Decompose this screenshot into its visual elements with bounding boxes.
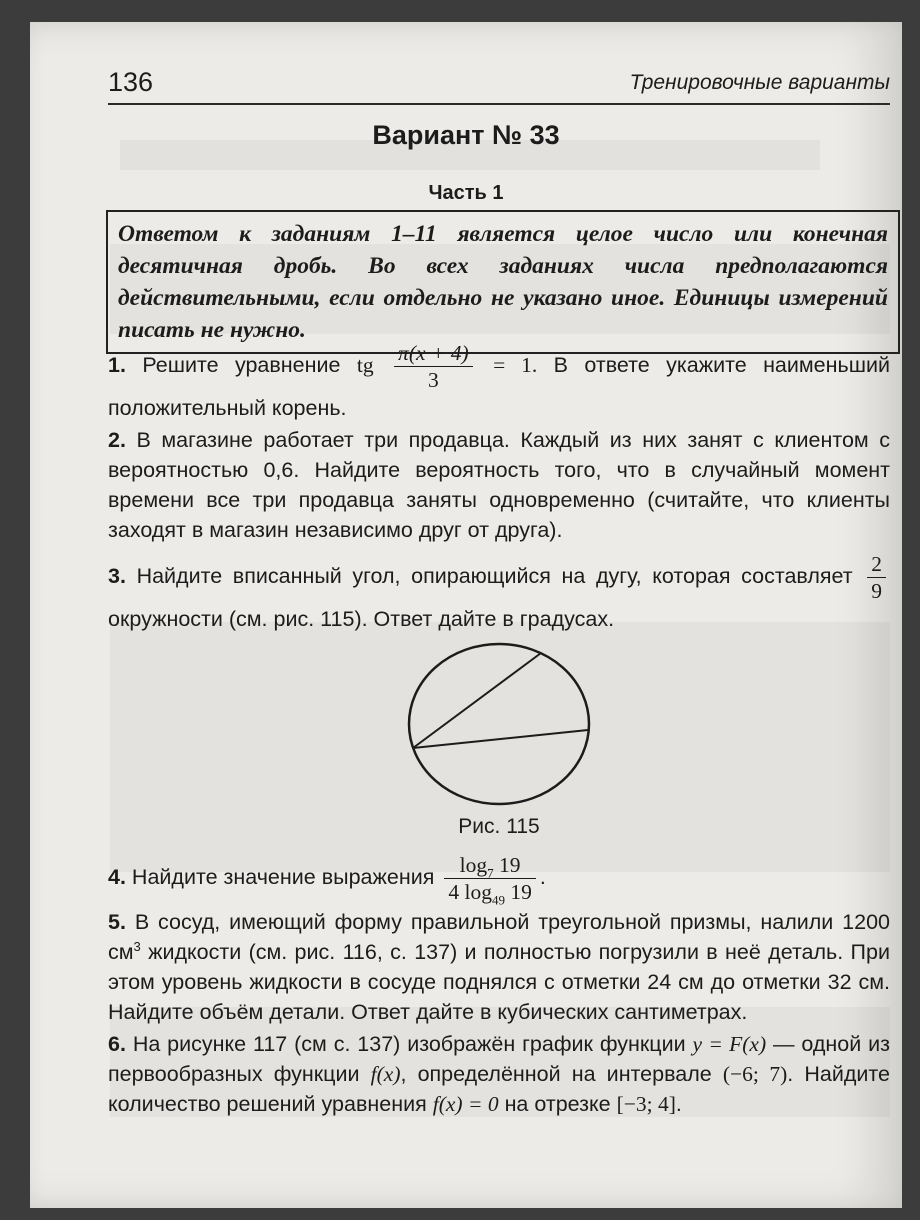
problem-text: окружности (см. рис. 115). Ответ дайте в градусах. (108, 607, 615, 631)
problem-text: на отрезке (504, 1092, 611, 1116)
log-fraction (444, 852, 535, 908)
part-title: Часть 1 (428, 182, 504, 204)
problem-6 (108, 1029, 890, 1119)
log-argument: 19 (510, 880, 532, 904)
problem-text: — одной из первообразных функции (108, 1032, 890, 1086)
problem-number: 1. (108, 353, 126, 378)
figure-caption: Рис. 115 (458, 815, 540, 838)
period: . (675, 1092, 682, 1116)
log-base: 7 (487, 865, 494, 881)
chord-2 (413, 730, 588, 748)
math-expression: [−3; 4] (616, 1092, 676, 1116)
problem-list (108, 340, 890, 1121)
header-rule (108, 103, 890, 105)
instructions-box: Ответом к заданиям 1–11 является целое число или конечная десятичная дробь. Во всех заданиях числа предполагаются действительными, если отдельно не указано иное. Единицы измерений писать не нужно. (106, 210, 900, 354)
book-page (30, 22, 902, 1208)
log-base: 49 (491, 892, 505, 908)
math-expression: f(x) (370, 1062, 401, 1086)
problem-text: На рисунке 117 (см с. 137) изображён график функции (132, 1032, 686, 1056)
problem-4 (108, 852, 890, 908)
problem-text: В ответе укажите наименьший положительный корень. (108, 353, 890, 420)
math-expression: f(x) = 0 (432, 1092, 499, 1116)
variant-title: Вариант № 33 (372, 120, 560, 150)
problem-text: В сосуд, имеющий форму правильной треугольной призмы, налили 1200 см (108, 910, 890, 964)
problem-1 (108, 340, 890, 423)
log-symbol: log (464, 880, 492, 904)
problem-text: жидкости (см. рис. 116, с. 137) и полностью погрузили в неё деталь. При этом уровень жидкости в сосуде поднялся с отметки 24 см до отметки 32 см. Найдите объём детали. Ответ дайте в кубических сантиметрах. (108, 940, 890, 1024)
page-header (108, 67, 890, 107)
problem-number: 2. (108, 428, 126, 452)
fraction-numerator (444, 852, 535, 879)
equals-one: = 1. (493, 353, 538, 378)
superscript: 3 (133, 938, 141, 954)
fraction-denominator: 9 (871, 579, 882, 603)
fraction-numerator: π(x + 4) (394, 340, 473, 367)
circle-figure (399, 638, 599, 808)
problem-number: 5. (108, 910, 126, 934)
problem-number: 4. (108, 865, 126, 890)
problem-text: В магазине работает три продавца. Каждый из них занят с клиентом с вероятностью 0,6. Найдите вероятность того, что в случайный момент времени все три продавца заняты одновременно (считайте, что клиенты заходят в магазин независимо друг от друга). (108, 428, 890, 542)
math-expression: y = F(x) (692, 1032, 767, 1056)
fraction-denominator: 3 (428, 368, 439, 392)
tangent-function: tg (356, 353, 374, 378)
circle-outline (409, 644, 589, 804)
page-number: 136 (108, 67, 154, 97)
problem-2 (108, 425, 890, 545)
problem-text: . Найдите количество решений уравнения (108, 1062, 890, 1116)
problem-5 (108, 907, 890, 1027)
coefficient: 4 (448, 880, 460, 904)
fraction (867, 551, 886, 604)
running-head: Тренировочные варианты (629, 71, 890, 94)
fraction (394, 340, 473, 393)
problem-number: 3. (108, 564, 126, 589)
problem-text: Найдите вписанный угол, опирающийся на дугу, которая составляет (136, 564, 853, 589)
chord-1 (413, 653, 541, 748)
fraction-numerator: 2 (867, 551, 886, 578)
problem-3 (108, 551, 890, 634)
math-expression: (−6; 7) (722, 1062, 788, 1086)
problem-text: Найдите значение выражения (131, 865, 435, 890)
log-argument: 19 (499, 853, 521, 877)
figure-115 (108, 638, 890, 842)
period: . (539, 865, 546, 890)
log-symbol: log (459, 853, 488, 877)
problem-text: Решите уравнение (142, 353, 341, 378)
problem-number: 6. (108, 1032, 126, 1056)
problem-text: , определённой на интервале (400, 1062, 712, 1086)
fraction-denominator (444, 879, 535, 908)
